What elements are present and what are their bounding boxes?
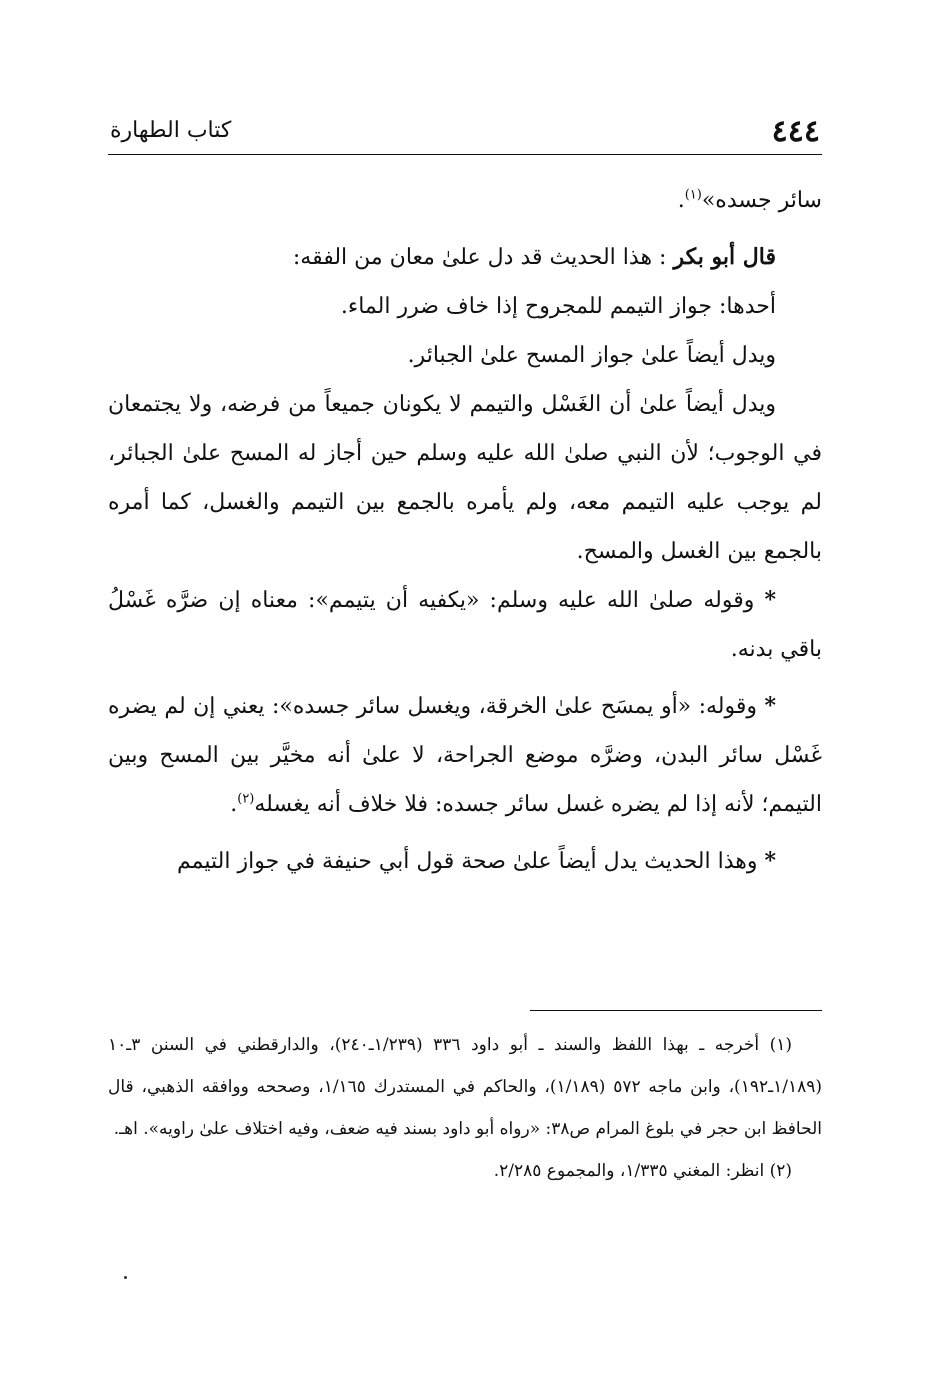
footnotes (108, 1024, 822, 1192)
footnote-ref-2[interactable]: (٢) (237, 791, 255, 807)
header-divider (108, 154, 822, 155)
star-marker: * (764, 693, 776, 719)
page-header (108, 108, 822, 152)
paragraph-2: قال أبو بكر : هذا الحديث قد دل علىٰ معان من الفقه: (292, 244, 776, 270)
paragraph-7: * وقوله: «أو يمسَح علىٰ الخرقة، ويغسل سائر جسده»: يعني إن لم يضره غَسْل سائر البدن، وضرَّه موضع الجراحة، لا علىٰ أنه مخيَّر بين المسح وبين التيمم؛ لأنه إذا لم يضره غسل سائر جسده: فلا خلاف أنه يغسله$^{(٢)}$. (108, 693, 822, 817)
footnote-1: (١) أخرجه ـ بهذا اللفظ والسند ـ أبو داود ٣٣٦ (١/٢٣٩ـ٢٤٠)، والدارقطني في السنن ٣ـ١٠ (١/١٨٩ـ١٩٢)، وابن ماجه ٥٧٢ (١/١٨٩)، والحاكم في المستدرك ١/١٦٥، وصححه ووافقه الذهبي، قال الحافظ ابن حجر في بلوغ المرام ص٣٨: «رواه أبو داود بسند فيه ضعف، وفيه اختلاف علىٰ راويه». اهـ. (108, 1035, 822, 1139)
footnote-divider (530, 1010, 822, 1011)
speaker-name: قال أبو بكر (673, 244, 776, 270)
star-marker: * (764, 848, 776, 874)
paragraph-1: سائر جسده»$^{(١)}$. (677, 187, 822, 213)
footnote-ref-1[interactable]: (١) (684, 187, 702, 203)
star-marker: * (764, 587, 777, 613)
paragraph-6: * وقوله صلىٰ الله عليه وسلم: «يكفيه أن يتيمم»: معناه إن ضرَّه غَسْلُ باقي بدنه. (108, 587, 822, 662)
paragraph-4: ويدل أيضاً علىٰ جواز المسح علىٰ الجبائر. (407, 343, 776, 368)
main-text (108, 176, 822, 886)
paragraph-5: ويدل أيضاً علىٰ أن الغَسْل والتيمم لا يكونان جميعاً من فرضه، ولا يجتمعان في الوجوب؛ لأن النبي صلىٰ الله عليه وسلم حين أجاز له المسح علىٰ الجبائر، لم يوجب عليه التيمم معه، ولم يأمره بالجمع بين التيمم والغسل، كما أمره بالجمع بين الغسل والمسح. (108, 392, 822, 564)
footnote-2: (٢) انظر: المغني ١/٣٣٥، والمجموع ٢/٢٨٥. (493, 1161, 792, 1181)
paragraph-8: * وهذا الحديث يدل أيضاً علىٰ صحة قول أبي حنيفة في جواز التيمم (177, 848, 776, 874)
stray-dot (124, 1276, 127, 1279)
page-number: ٤٤٤ (771, 114, 820, 149)
paragraph-3: أحدها: جواز التيمم للمجروح إذا خاف ضرر الماء. (340, 294, 776, 319)
running-head-title: كتاب الطهارة (110, 118, 232, 143)
